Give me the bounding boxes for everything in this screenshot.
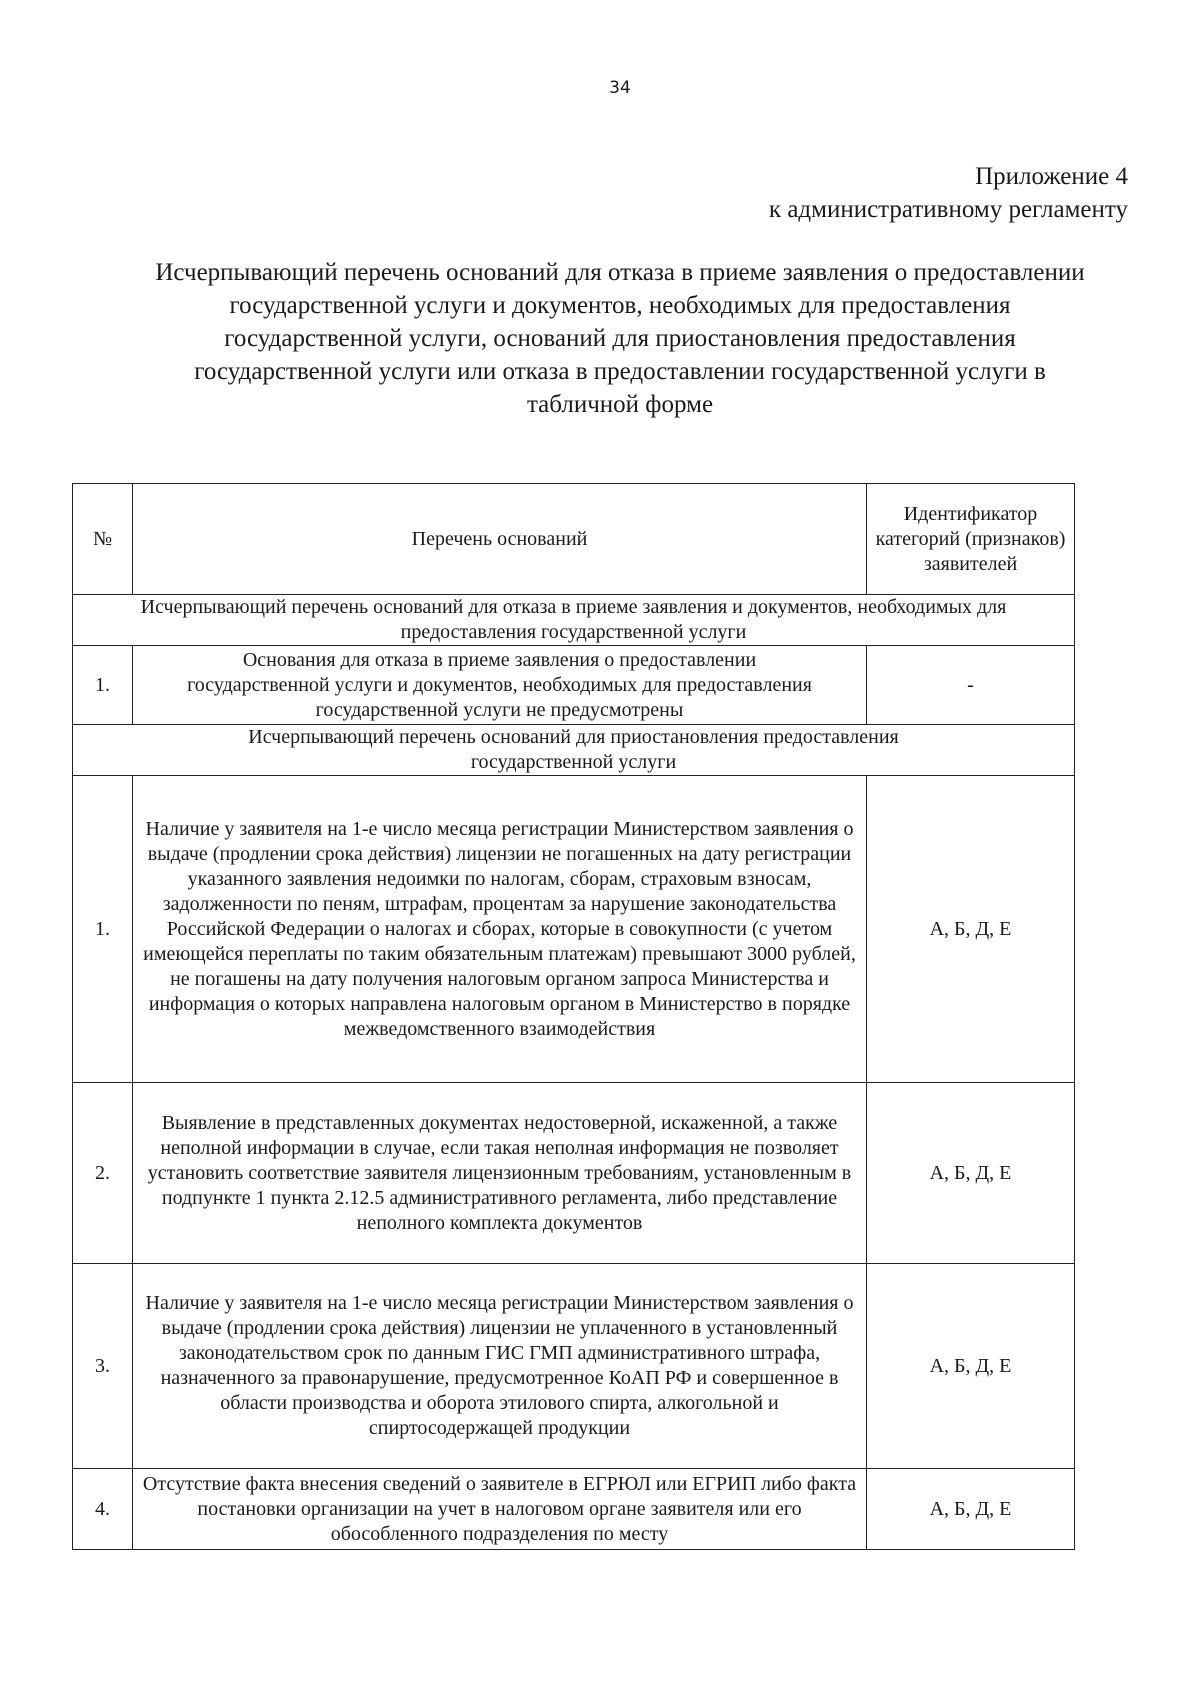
appendix-line-1: Приложение 4 <box>975 163 1128 190</box>
table-row <box>73 776 1075 1083</box>
row-grounds <box>133 776 867 1083</box>
table-row <box>73 1469 1075 1550</box>
row-num: 1. <box>73 646 133 725</box>
row-grounds <box>133 1264 867 1469</box>
table-row <box>73 1083 1075 1264</box>
row-grounds-text: Наличие у заявителя на 1-е число месяца регистрации Министерством заявления о выдаче (продлении срока действия) лицензии не погашенных на дату регистрации указанного заявления недоимки по налогам, сборам, страховым взносам, задолженности по пеням, штрафам, процентам за нарушение законодательства Российской Федерации о налогах и сборах, которые в совокупности (с учетом имеющейся переплаты по таким обязательным платежам) превышают 3000 рублей, не погашены на дату получения налоговым органом запроса Министерства и информация о которых направлена налоговым органом в Министерство в порядке межведомственного взаимодействия <box>143 817 856 1040</box>
row-identifier: - <box>867 646 1075 725</box>
row-num: 2. <box>73 1083 133 1264</box>
row-identifier: А, Б, Д, Е <box>867 1469 1075 1550</box>
page-number: 34 <box>609 78 631 98</box>
row-grounds-text: Наличие у заявителя на 1-е число месяца регистрации Министерством заявления о выдаче (продлении срока действия) лицензии не уплаченного в установленный законодательством срок по данным ГИС ГМП административного штрафа, назначенного за правонарушение, предусмотренное КоАП РФ и совершенное в области производства и оборота этилового спирта, алкогольной и спиртосодержащей продукции <box>145 1292 854 1439</box>
table-row <box>73 646 1075 725</box>
document-title: Исчерпывающий перечень оснований для отказа в приеме заявления о предоставлении государственной услуги и документов, необходимых для предоставления государственной услуги, оснований для приостановления предоставления государственной услуги или отказа в предоставлении государственной услуги в табличной форме <box>155 259 1085 418</box>
row-num: 4. <box>73 1469 133 1550</box>
section-2-heading <box>73 725 1075 776</box>
row-grounds <box>133 1469 867 1550</box>
row-identifier: А, Б, Д, Е <box>867 1264 1075 1469</box>
appendix-line-2: к административному регламенту <box>768 196 1128 223</box>
row-grounds-text: Выявление в представленных документах недостоверной, искаженной, а также неполной информации в случае, если такая неполная информация не позволяет установить соответствие заявителя лицензионным требованиям, установленным в подпункте 1 пункта 2.12.5 административного регламента, либо представление неполного комплекта документов <box>147 1111 852 1234</box>
table-header-row <box>73 484 1075 595</box>
section-1-heading <box>73 595 1075 646</box>
section-heading-row <box>73 725 1075 776</box>
row-identifier: А, Б, Д, Е <box>867 1083 1075 1264</box>
row-grounds-text: Отсутствие факта внесения сведений о заявителе в ЕГРЮЛ или ЕГРИП либо факта постановки организации на учет в налоговом органе заявителя или его обособленного подразделения по месту <box>142 1472 857 1545</box>
section-2-heading-text: Исчерпывающий перечень оснований для приостановления предоставления государственной услуги <box>248 726 899 773</box>
row-grounds <box>133 1083 867 1264</box>
row-identifier: А, Б, Д, Е <box>867 776 1075 1083</box>
appendix-caption <box>769 160 1128 226</box>
row-num: 3. <box>73 1264 133 1469</box>
header-identifier-text: Идентификатор категорий (признаков) заявителей <box>875 502 1066 575</box>
section-1-heading-text: Исчерпывающий перечень оснований для отказа в приеме заявления и документов, необходимых для предоставления государственной услуги <box>140 596 1007 643</box>
grounds-table <box>72 483 1075 1550</box>
header-num: № <box>73 484 133 595</box>
row-num: 1. <box>73 776 133 1083</box>
section-heading-row <box>73 595 1075 646</box>
table-row <box>73 1264 1075 1469</box>
header-grounds: Перечень оснований <box>133 484 867 595</box>
row-grounds <box>133 646 867 725</box>
row-grounds-text: Основания для отказа в приеме заявления о предоставлении государственной услуги и документов, необходимых для предоставления государственной услуги не предусмотрены <box>187 648 812 721</box>
header-identifier <box>867 484 1075 595</box>
